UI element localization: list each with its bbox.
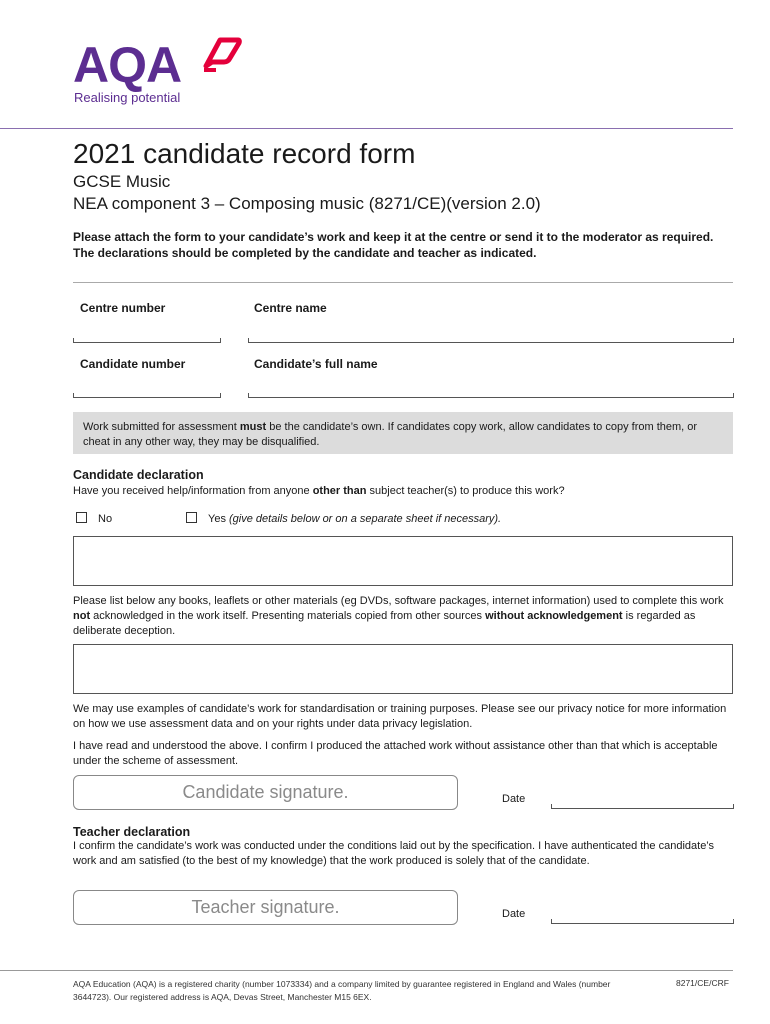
form-code: 8271/CE/CRF (676, 978, 729, 988)
materials-textbox[interactable] (73, 644, 733, 694)
teacher-declaration-heading: Teacher declaration (73, 825, 191, 839)
candidate-signature-field[interactable] (73, 775, 458, 810)
centre-number-label: Centre number (80, 301, 166, 315)
candidate-number-label: Candidate number (80, 357, 186, 371)
yes-checkbox[interactable] (186, 512, 197, 523)
candidate-date-label: Date (502, 793, 526, 805)
no-checkbox-label: No (98, 513, 113, 525)
materials-text-1: Please list below any books, leaflets or other materials (eg DVDs, software packages, internet information) used to complete this work (73, 595, 724, 607)
help-question-bold: other than (312, 485, 367, 497)
help-question-pre: Have you received help/information from anyone (73, 485, 313, 497)
candidate-date-field[interactable] (551, 804, 734, 809)
teacher-signature-field[interactable] (73, 890, 458, 925)
footer-legal-text: AQA Education (AQA) is a registered charity (number 1073334) and a company limited by guarantee registered in England and Wales (number 3644723). Our registered address is AQA, Devas Street, Manchester M15 6EX. (73, 979, 611, 1002)
centre-name-label: Centre name (254, 301, 327, 315)
candidate-signature-placeholder: Candidate signature. (182, 782, 349, 802)
help-question (73, 484, 733, 499)
teacher-date-label: Date (502, 908, 526, 920)
centre-name-field[interactable] (248, 338, 734, 343)
section-divider (73, 282, 733, 283)
notice-text-pre: Work submitted for assessment (83, 421, 240, 433)
own-work-notice (73, 412, 733, 454)
notice-text-post: be the candidate’s own. If candidates copy work, allow candidates to copy from them, or cheat in any other way, they may be disqualified. (83, 421, 698, 448)
form-subtitle-component: NEA component 3 – Composing music (8271/CE)(version 2.0) (73, 194, 541, 213)
help-question-post: subject teacher(s) to produce this work? (366, 485, 565, 497)
yes-checkbox-label (208, 512, 608, 527)
candidate-name-field[interactable] (248, 393, 734, 398)
candidate-number-field[interactable] (73, 393, 221, 398)
help-details-textbox[interactable] (73, 536, 733, 586)
notice-text-bold: must (239, 421, 267, 433)
footer-divider (0, 970, 733, 971)
confirmation-statement: I have read and understood the above. I confirm I produced the attached work without assistance other than that which is acceptable under the scheme of assessment. (73, 740, 718, 767)
materials-text-3: is regarded as deliberate deception. (73, 610, 696, 637)
header-divider (0, 128, 733, 129)
teacher-declaration-text: I confirm the candidate’s work was conducted under the conditions laid out by the specification. I have authenticated the candidate’s work and am satisfied (to the best of my knowledge) that the work produced is solely that of the candidate. (73, 840, 715, 867)
logo-tagline: Realising potential (74, 90, 181, 105)
no-checkbox[interactable] (76, 512, 87, 523)
teacher-date-field[interactable] (551, 919, 734, 924)
materials-bold-1: not (73, 610, 91, 622)
materials-instructions (73, 594, 735, 639)
privacy-notice: We may use examples of candidate’s work for standardisation or training purposes. Please see our privacy notice for more information on how we use assessment data and on your rights under data privacy legislation. (73, 703, 727, 730)
intro-instructions: Please attach the form to your candidate’s work and keep it at the centre or send it to the moderator as required. The declarations should be completed by the candidate and teacher as indicated. (73, 230, 714, 260)
teacher-signature-placeholder: Teacher signature. (191, 897, 340, 917)
materials-text-2: acknowledged in the work itself. Presenting materials copied from other sources (90, 610, 486, 622)
materials-bold-2: without acknowledgement (485, 610, 623, 622)
form-subtitle-subject: GCSE Music (73, 172, 171, 191)
form-title: 2021 candidate record form (73, 138, 416, 169)
yes-label-note: (give details below or on a separate sheet if necessary). (229, 513, 502, 525)
yes-label-text: Yes (208, 513, 226, 525)
candidate-name-label: Candidate’s full name (254, 357, 378, 371)
aqa-logo-text: AQA (73, 37, 182, 93)
centre-number-field[interactable] (73, 338, 221, 343)
candidate-declaration-heading: Candidate declaration (73, 468, 204, 482)
aqa-logo-mark-icon (200, 36, 242, 72)
